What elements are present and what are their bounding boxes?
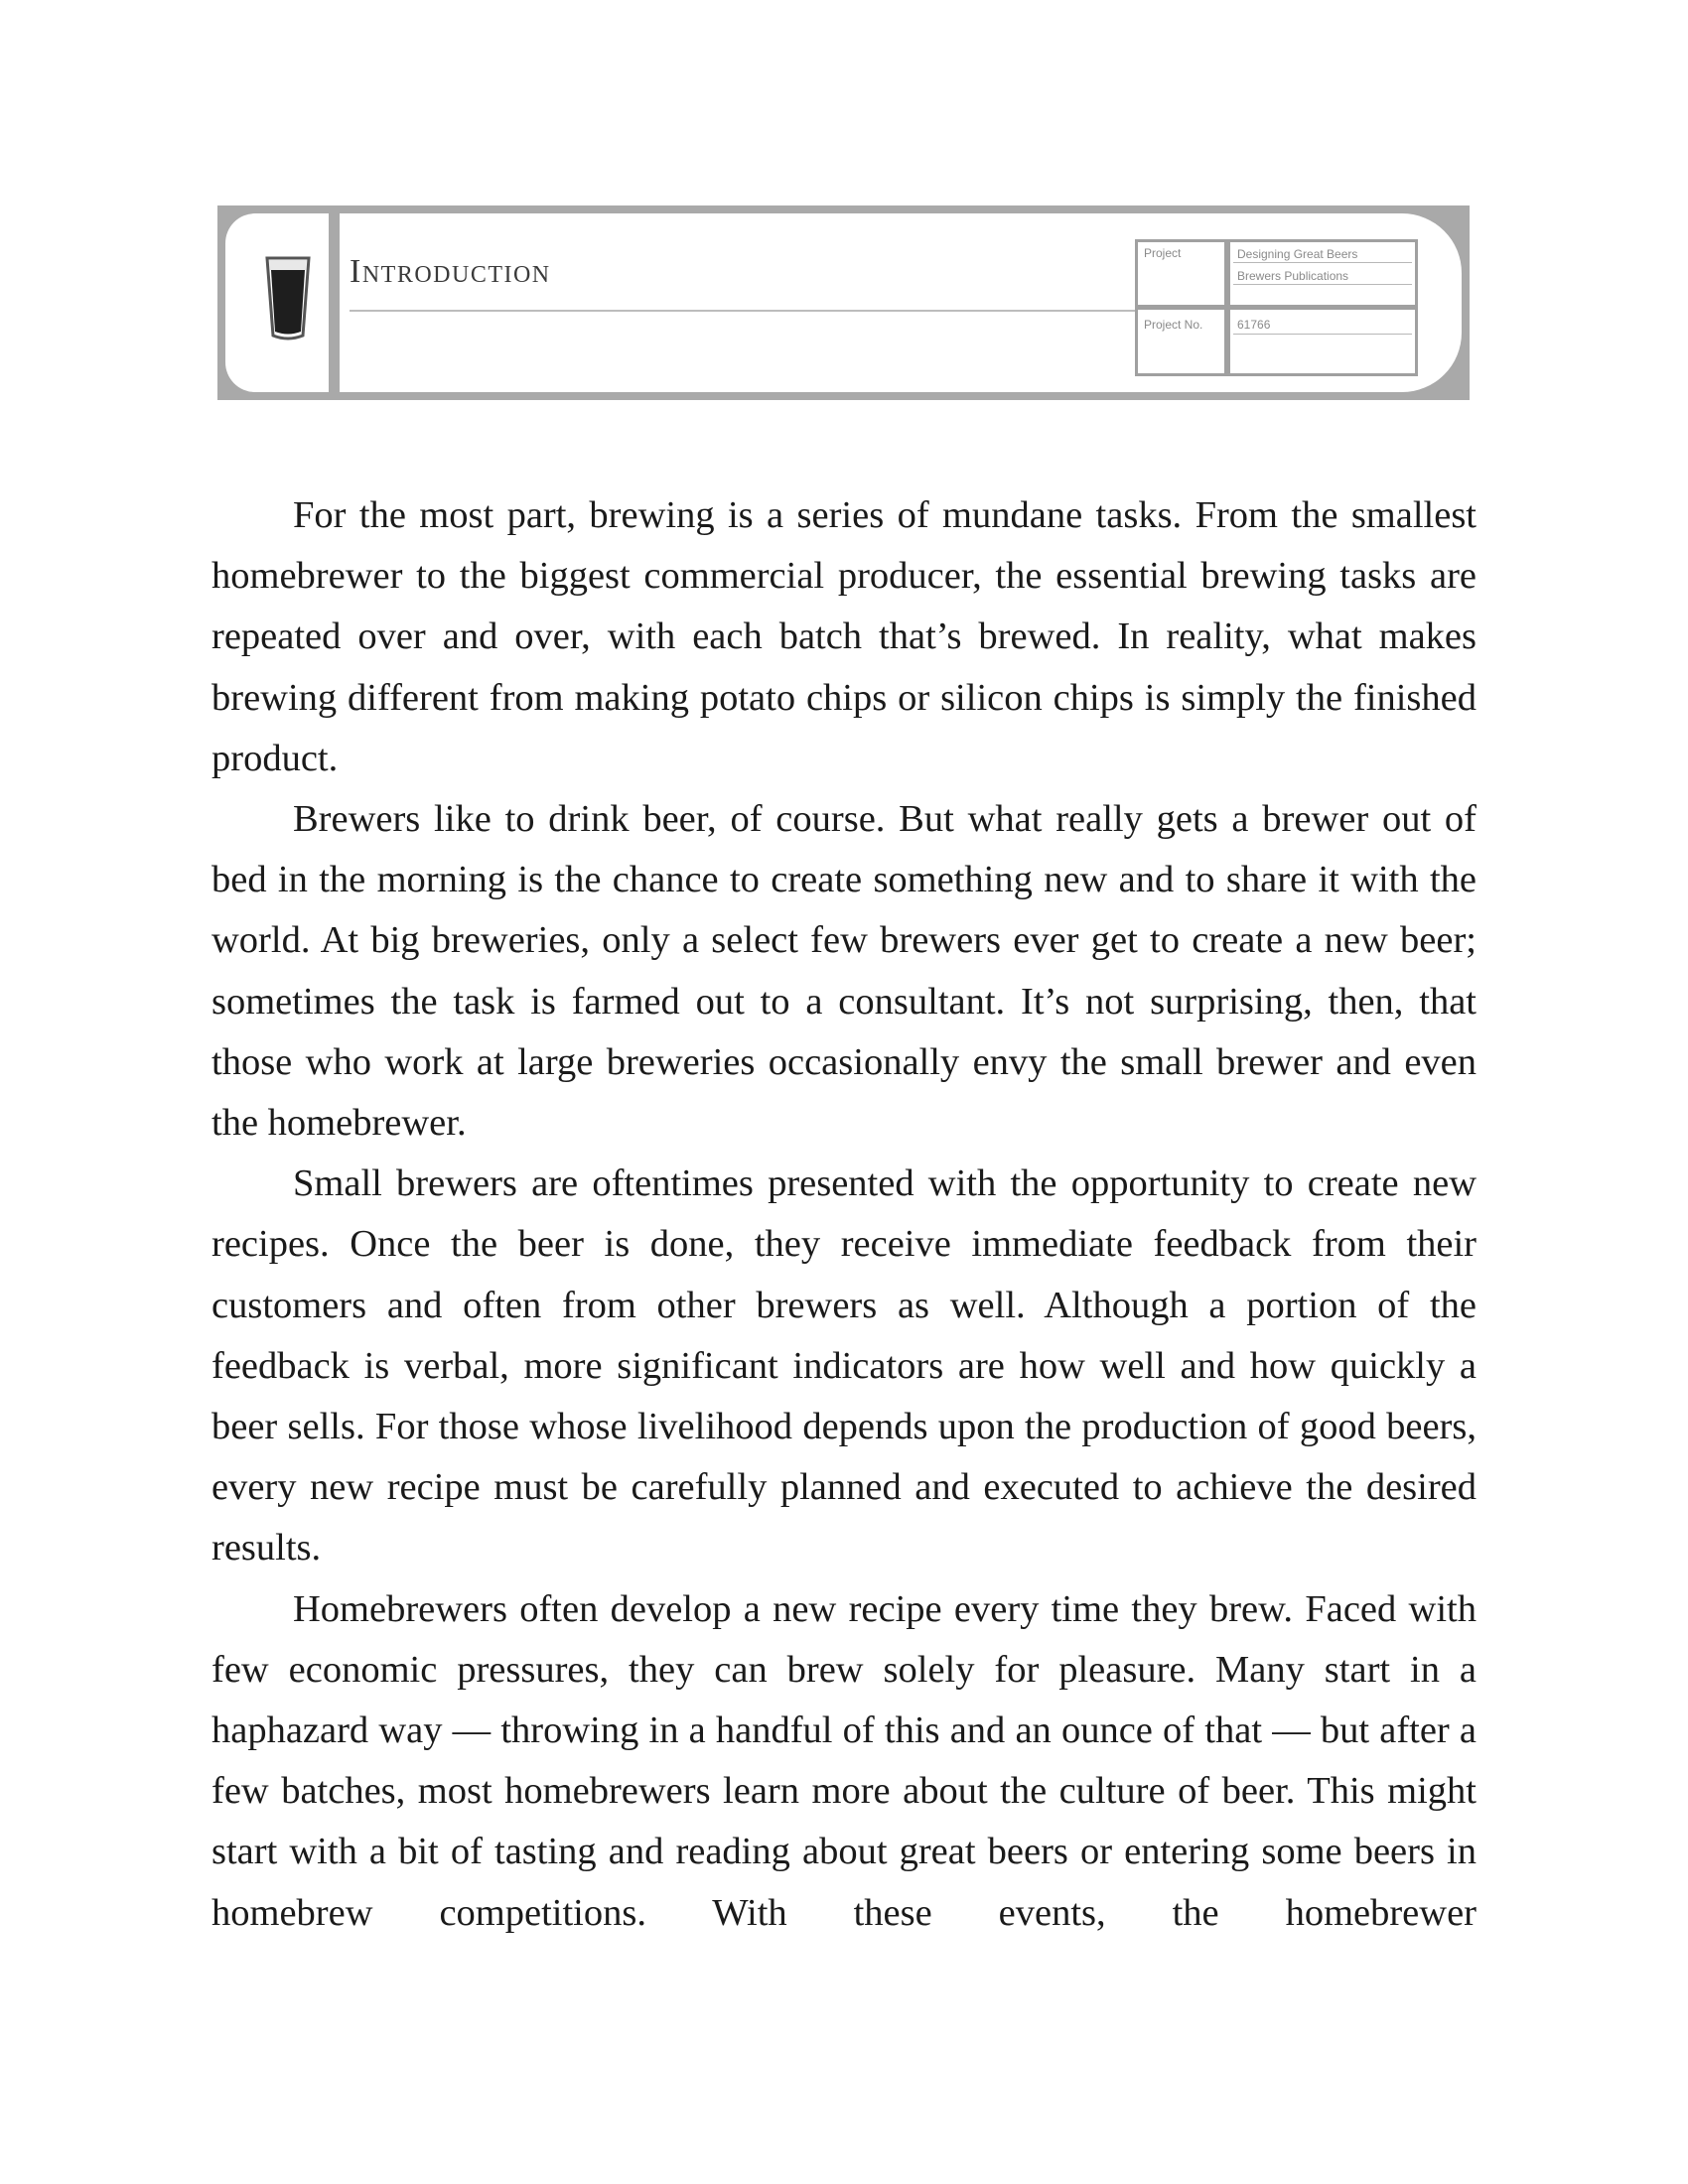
project-value-line1: Designing Great Beers	[1237, 247, 1358, 261]
icon-cell	[225, 213, 325, 392]
table-row-divider	[1138, 305, 1415, 310]
paragraph: Small brewers are oftentimes presented with the opportunity to create new recipes. Once the beer is done, they receive immediate feedback from their customers and often from other brewers as well. Although a portion of the feedback is verbal, more significant indicators are how well and how quickly a beer sells. For those whose livelihood depends upon the production of good beers, every new recipe must be carefully planned and executed to achieve the desired results.	[211, 1162, 1477, 1570]
chapter-header-panel	[225, 213, 1462, 392]
project-value-line2: Brewers Publications	[1237, 269, 1349, 283]
paragraph: For the most part, brewing is a series of mundane tasks. From the smallest homebrewer to the biggest commercial producer, the essential brewing tasks are repeated over and over, with each batch that’s brewed. In reality, what makes brewing different from making potato chips or silicon chips is simply the finished product.	[211, 494, 1477, 779]
body-text	[211, 485, 1477, 1944]
paragraph: Brewers like to drink beer, of course. But what really gets a brewer out of bed in the morning is the chance to create something new and to share it with the world. At big breweries, only a select few brewers ever get to create a new beer; sometimes the task is farmed out to a consultant. It’s not surprising, then, that those who work at large breweries occasionally envy the small brewer and even the homebrewer.	[211, 798, 1477, 1145]
paragraph: Homebrewers often develop a new recipe every time they brew. Faced with few economic pressures, they can brew solely for pleasure. Many start in a haphazard way — throwing in a handful of this and an ounce of that — but after a few batches, most homebrewers learn more about the culture of beer. This might start with a bit of tasting and reading about great beers or entering some beers in homebrew competitions. With these events, the homebrewer	[211, 1587, 1477, 1934]
project-info-table	[1135, 239, 1418, 376]
table-underline	[1233, 284, 1412, 285]
chapter-header-banner	[217, 205, 1470, 400]
project-no-label: Project No.	[1144, 318, 1203, 332]
project-no-value: 61766	[1237, 318, 1271, 332]
title-underline	[350, 310, 1136, 312]
table-underline	[1233, 334, 1412, 335]
beer-glass-icon	[265, 256, 311, 341]
header-divider	[329, 213, 340, 392]
page-title: Introduction	[350, 253, 551, 290]
project-label: Project	[1144, 246, 1182, 260]
table-underline	[1233, 262, 1412, 263]
